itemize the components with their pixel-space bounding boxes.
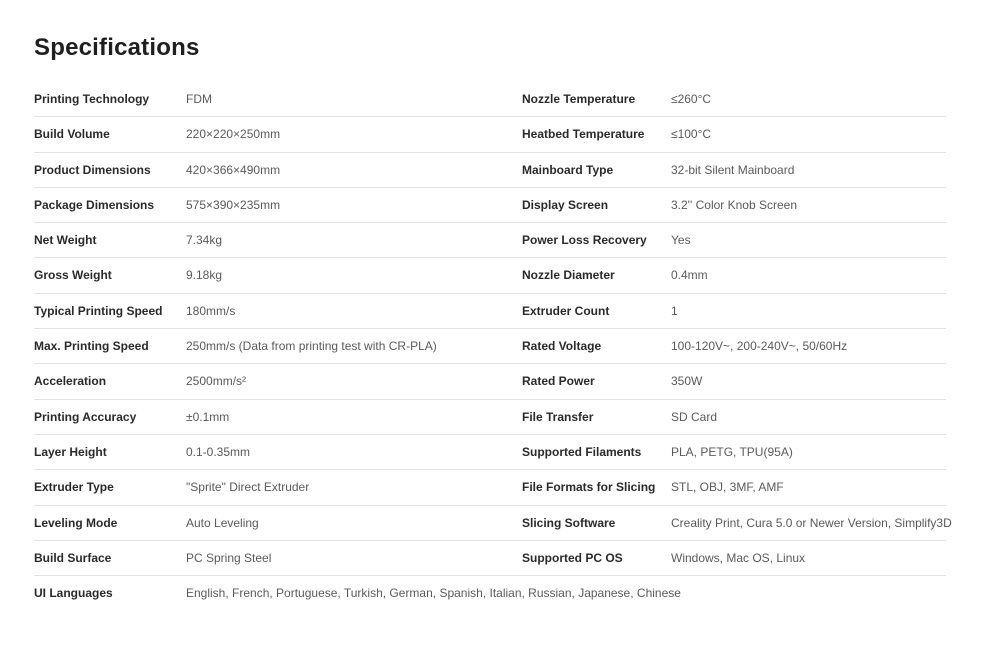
spec-label: File Formats for Slicing	[522, 480, 656, 495]
spec-label: Nozzle Diameter	[522, 268, 615, 283]
spec-label: Slicing Software	[522, 515, 616, 530]
spec-label: Build Volume	[34, 127, 110, 142]
spec-label: Product Dimensions	[34, 162, 151, 177]
spec-label: Extruder Count	[522, 303, 610, 318]
spec-value: 220×220×250mm	[186, 127, 281, 142]
spec-label: Build Surface	[34, 550, 112, 565]
spec-row	[34, 329, 946, 364]
spec-row	[34, 576, 946, 611]
specifications-table	[34, 82, 952, 611]
spec-value: STL, OBJ, 3MF, AMF	[671, 480, 784, 495]
spec-row	[34, 117, 946, 152]
spec-value: FDM	[186, 92, 212, 106]
spec-value: 180mm/s	[186, 303, 236, 318]
spec-label: File Transfer	[522, 409, 594, 424]
spec-value: 0.4mm	[671, 268, 708, 283]
spec-row	[34, 153, 946, 188]
spec-value: 9.18kg	[186, 268, 223, 283]
spec-label: Net Weight	[34, 233, 97, 248]
spec-row	[34, 258, 946, 293]
page-title: Specifications	[34, 34, 200, 61]
spec-value: 420×366×490mm	[186, 162, 281, 177]
spec-label: Max. Printing Speed	[34, 339, 149, 354]
spec-value: ≤100°C	[671, 127, 712, 142]
spec-value: Creality Print, Cura 5.0 or Newer Version, Simplify3D	[671, 515, 952, 530]
spec-label: Power Loss Recovery	[522, 233, 647, 248]
spec-row	[34, 541, 946, 576]
spec-row	[34, 188, 946, 223]
spec-row	[34, 82, 946, 117]
spec-label: Extruder Type	[34, 480, 114, 495]
spec-value: PLA, PETG, TPU(95A)	[671, 444, 793, 459]
spec-label: Package Dimensions	[34, 197, 155, 212]
spec-value: Auto Leveling	[186, 515, 259, 530]
spec-value: PC Spring Steel	[186, 550, 272, 565]
spec-row	[34, 364, 946, 399]
spec-label: Display Screen	[522, 197, 609, 212]
spec-label: Rated Voltage	[522, 339, 602, 354]
spec-label: Printing Technology	[34, 92, 150, 106]
spec-label: UI Languages	[34, 586, 113, 601]
spec-value: ≤260°C	[671, 92, 712, 106]
spec-label: Mainboard Type	[522, 162, 614, 177]
spec-value: 350W	[671, 374, 703, 389]
spec-label: Gross Weight	[34, 268, 112, 283]
spec-value: Yes	[671, 233, 691, 248]
spec-value: 32-bit Silent Mainboard	[671, 162, 795, 177]
spec-label: Leveling Mode	[34, 515, 118, 530]
spec-value: "Sprite" Direct Extruder	[186, 480, 310, 495]
spec-value: 250mm/s (Data from printing test with CR-PLA)	[186, 339, 437, 354]
spec-label: Heatbed Temperature	[522, 127, 645, 142]
spec-value: 575×390×235mm	[186, 197, 281, 212]
spec-value: ±0.1mm	[186, 409, 230, 424]
spec-row	[34, 400, 946, 435]
spec-value: 3.2'' Color Knob Screen	[671, 197, 797, 212]
spec-value: 1	[671, 303, 678, 318]
spec-value: 0.1-0.35mm	[186, 444, 251, 459]
spec-value: 7.34kg	[186, 233, 223, 248]
spec-label: Printing Accuracy	[34, 409, 137, 424]
spec-label: Layer Height	[34, 444, 107, 459]
spec-value: English, French, Portuguese, Turkish, German, Spanish, Italian, Russian, Japanese, Chinese	[186, 586, 681, 601]
spec-label: Supported Filaments	[522, 444, 642, 459]
spec-value: 100-120V~, 200-240V~, 50/60Hz	[671, 339, 848, 354]
spec-label: Typical Printing Speed	[34, 303, 163, 318]
spec-label: Rated Power	[522, 374, 595, 389]
spec-row	[34, 294, 946, 329]
spec-value: 2500mm/s²	[186, 374, 247, 389]
spec-row	[34, 435, 946, 470]
spec-row	[34, 470, 946, 505]
spec-row	[34, 506, 952, 541]
spec-value: Windows, Mac OS, Linux	[671, 550, 806, 565]
spec-row	[34, 223, 946, 258]
spec-label: Acceleration	[34, 374, 107, 389]
spec-label: Nozzle Temperature	[522, 92, 636, 106]
spec-label: Supported PC OS	[522, 550, 623, 565]
spec-value: SD Card	[671, 409, 718, 424]
